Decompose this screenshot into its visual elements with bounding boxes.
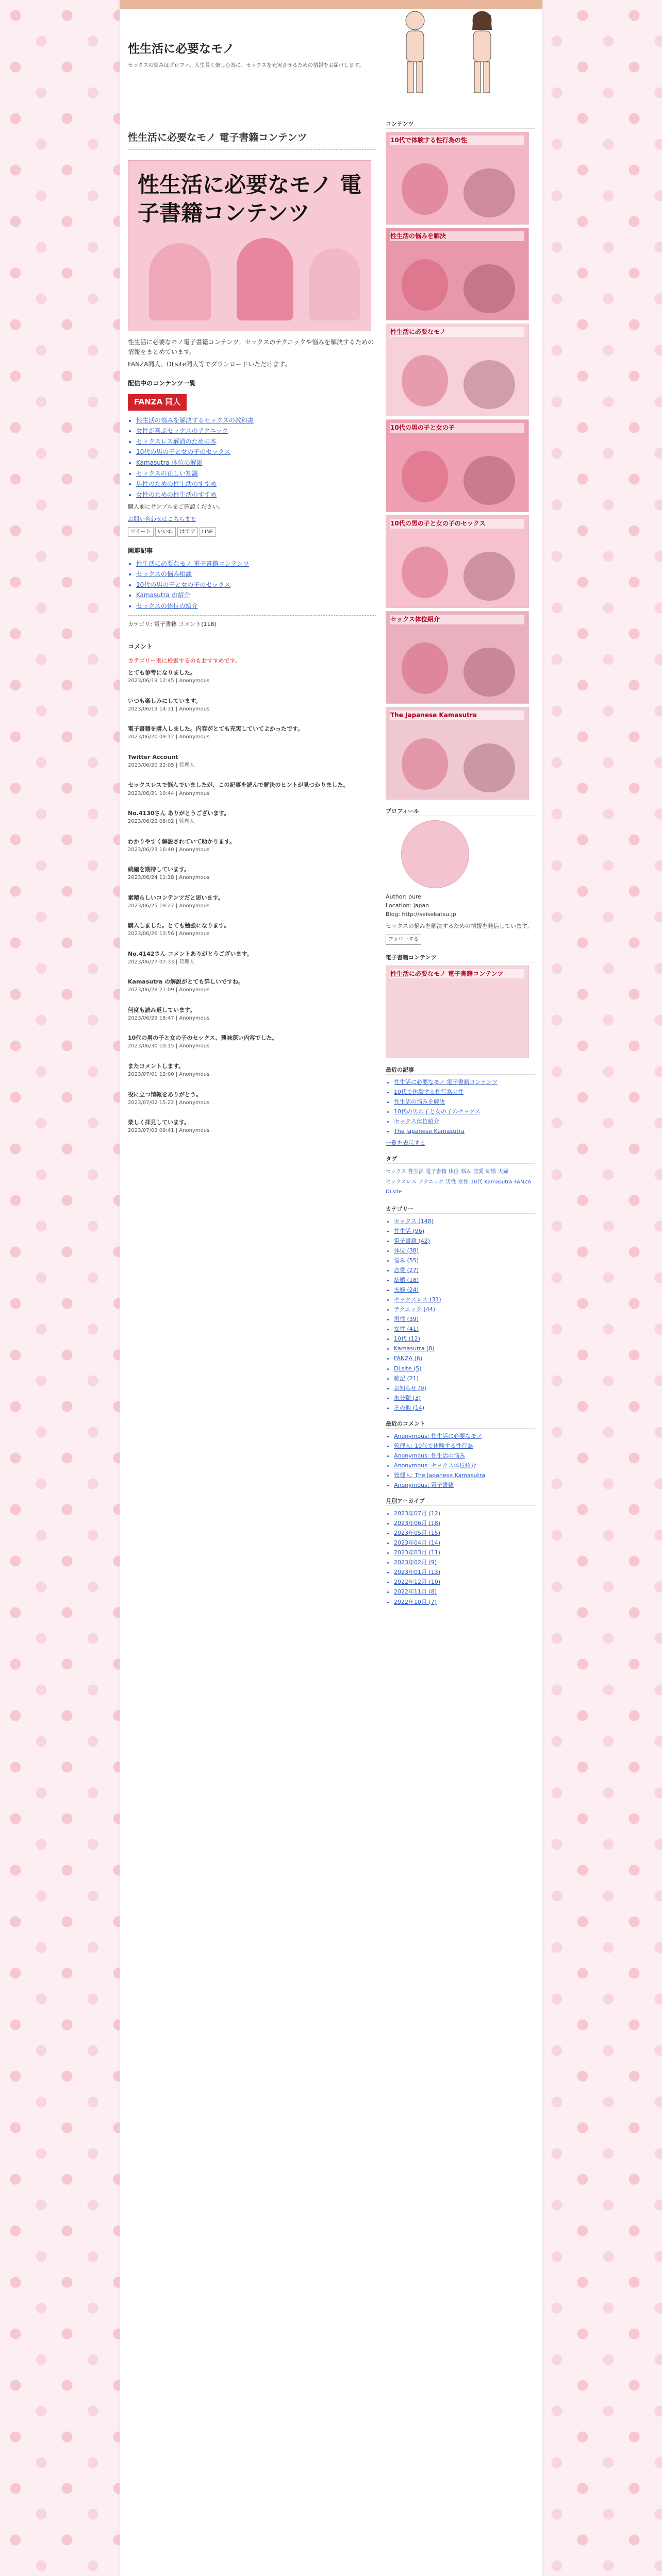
category-link[interactable]: • セックス (148)	[394, 1217, 535, 1226]
comment-meta: 2023/07/03 09:41 | Anonymous	[128, 1128, 210, 1134]
recent-link[interactable]: • 10代で体験する性行為の性	[394, 1088, 535, 1096]
archive-link[interactable]: • 2023年03月 (11)	[394, 1548, 535, 1557]
tag-link[interactable]: セックスレス	[386, 1179, 417, 1185]
comment-text: とても参考になりました。	[128, 669, 196, 676]
category-link[interactable]: • 未分類 (3)	[394, 1394, 535, 1402]
comment-meta: 2023/06/20 22:05 | 管理人	[128, 762, 195, 768]
catalog-item[interactable]: • Kamasutra 体位の解説	[136, 458, 376, 468]
category-link[interactable]: • 恋愛 (27)	[394, 1266, 535, 1275]
fanza-banner[interactable]	[128, 394, 187, 410]
comment-text: 楽しく拝見しています。	[128, 1119, 190, 1126]
catalog-item[interactable]: • 性生活の悩みを解決するセックスの教科書	[136, 416, 376, 426]
recent-comment-link[interactable]: • Anonymous: 性生活の悩み	[394, 1451, 535, 1460]
thumb-illustration	[464, 360, 515, 409]
comment-text: 役に立つ情報をありがとう。	[128, 1091, 202, 1098]
category-link[interactable]: • お知らせ (9)	[394, 1384, 535, 1393]
comment-list	[128, 668, 376, 1134]
comment-text: 購入しました。とても勉強になります。	[128, 922, 230, 929]
archive-link[interactable]: • 2023年04月 (14)	[394, 1538, 535, 1547]
comment-meta: 2023/06/27 07:33 | 管理人	[128, 959, 195, 965]
profile-line: Author: pure	[386, 893, 422, 901]
entry-paragraph: FANZA同人、DLsite同人等でダウンロードいただけます。	[128, 361, 291, 368]
related-link[interactable]: • 10代の男の子と女の子のセックス	[136, 580, 376, 590]
archive-link[interactable]: • 2022年10月 (7)	[394, 1598, 535, 1606]
comment-item	[128, 1062, 376, 1079]
follow-button[interactable]: フォローする	[386, 935, 421, 945]
comment-item	[128, 950, 376, 967]
catalog-item[interactable]: • セックスの正しい知識	[136, 469, 376, 479]
related-link[interactable]: • セックスの悩み相談	[136, 569, 376, 579]
category-link[interactable]: • テクニック (44)	[394, 1305, 535, 1314]
top-bar	[120, 0, 542, 9]
thumb-illustration	[402, 259, 448, 311]
comment-text: わかりやすく解説されていて助かります。	[128, 838, 236, 845]
comment-item	[128, 977, 376, 994]
hero-illustration	[309, 248, 360, 320]
comment-meta: 2023/06/21 10:44 | Anonymous	[128, 790, 210, 796]
comment-text: またコメントします。	[128, 1062, 185, 1070]
category-link[interactable]: • 女性 (41)	[394, 1325, 535, 1333]
related-list	[128, 559, 376, 611]
comment-text: Kamasutra の解説がとても詳しいですね。	[128, 978, 244, 986]
comment-meta: 2023/06/24 11:18 | Anonymous	[128, 875, 210, 881]
comment-item	[128, 781, 376, 798]
thumb-illustration	[402, 163, 448, 215]
hero-text: 性生活に必要なモノ 電子書籍コンテンツ	[138, 172, 362, 226]
ebook-heading: 電子書籍コンテンツ	[386, 953, 535, 962]
content-thumbnail[interactable]	[386, 611, 529, 704]
character-illustration	[463, 9, 501, 97]
related-link[interactable]: • Kamasutra の紹介	[136, 590, 376, 600]
share-button[interactable]: ツイート	[128, 527, 154, 537]
thumb-illustration	[402, 451, 448, 502]
recent-comments-heading: 最近のコメント	[386, 1419, 535, 1429]
recent-link[interactable]: • The Japanese Kamasutra	[394, 1127, 535, 1136]
category-link[interactable]: • 夫婦 (24)	[394, 1285, 535, 1294]
tag-link[interactable]: 男性	[445, 1179, 456, 1185]
comment-text: 電子書籍を購入しました。内容がとても充実していてよかったです。	[128, 725, 304, 733]
recent-comment-link[interactable]: • Anonymous: セックス体位紹介	[394, 1461, 535, 1470]
archive-list	[386, 1509, 535, 1606]
comment-text: いつも楽しみにしています。	[128, 697, 202, 704]
recent-link[interactable]: • 性生活に必要なモノ 電子書籍コンテンツ	[394, 1078, 535, 1087]
comment-item	[128, 1118, 376, 1135]
fanza-sub: 同人	[165, 397, 181, 407]
comment-item	[128, 724, 376, 741]
comment-item	[128, 809, 376, 826]
archive-link[interactable]: • 2023年07月 (12)	[394, 1509, 535, 1518]
recent-list	[386, 1078, 535, 1136]
tag-link[interactable]: 電子書籍	[425, 1169, 446, 1175]
profile-heading: プロフィール	[386, 807, 535, 816]
recent-link[interactable]: • 10代の男の子と女の子のセックス	[394, 1107, 535, 1116]
comment-meta: 2023/07/02 15:22 | Anonymous	[128, 1099, 210, 1106]
comment-meta: 2023/07/01 12:00 | Anonymous	[128, 1072, 210, 1077]
content-thumbnail[interactable]	[386, 707, 529, 800]
catalog-list	[128, 416, 376, 500]
profile-text: セックスの悩みを解決するための情報を発信しています。	[386, 923, 533, 930]
site-description: セックスの悩みはプロフィ。人生長く楽しむ為に、セックスを充実させるための情報をお届けします。	[128, 62, 365, 69]
entry-title[interactable]: 性生活に必要なモノ 電子書籍コンテンツ	[128, 131, 307, 143]
category-link[interactable]: • 体位 (38)	[394, 1246, 535, 1255]
catalog-item[interactable]: • セックスレス解消のための本	[136, 437, 376, 447]
hero-image[interactable]	[128, 160, 371, 331]
archive-link[interactable]: • 2023年01月 (13)	[394, 1568, 535, 1577]
recent-comment-link[interactable]: • 管理人: The Japanese Kamasutra	[394, 1471, 535, 1480]
archive-link[interactable]: • 2023年05月 (15)	[394, 1529, 535, 1537]
category-list	[386, 1217, 535, 1412]
tag-link[interactable]: 夫婦	[498, 1169, 508, 1175]
archive-heading: 月別アーカイブ	[386, 1497, 535, 1506]
catalog-heading: 配信中のコンテンツ一覧	[128, 379, 196, 387]
recent-heading: 最近の記事	[386, 1065, 535, 1075]
related-link[interactable]: • セックスの体位の紹介	[136, 601, 376, 611]
catalog-item[interactable]: • 女性が喜ぶセックスのテクニック	[136, 426, 376, 436]
tag-link[interactable]: 性生活	[408, 1169, 424, 1175]
comment-text: 10代の男の子と女の子のセックス、興味深い内容でした。	[128, 1035, 278, 1042]
thumb-caption: セックス体位紹介	[390, 615, 524, 624]
comment-item	[128, 1090, 376, 1107]
comment-text: 続編を期待しています。	[128, 866, 190, 873]
thumb-illustration	[464, 456, 515, 505]
recent-comments-list	[386, 1432, 535, 1489]
profile-info	[386, 892, 535, 919]
category-link[interactable]: • 男性 (39)	[394, 1315, 535, 1324]
comment-meta: 2023/06/30 10:15 | Anonymous	[128, 1043, 210, 1049]
recent-comment-link[interactable]: • Anonymous: 電子書籍	[394, 1481, 535, 1489]
share-button[interactable]: LINE	[200, 527, 216, 537]
comment-meta: 2023/06/25 19:27 | Anonymous	[128, 903, 210, 909]
thumb-caption: 10代の男の子と女の子のセックス	[390, 519, 524, 529]
avatar	[401, 820, 469, 888]
content-thumbnail[interactable]	[386, 228, 529, 320]
comment-meta: 2023/06/19 12:45 | Anonymous	[128, 678, 210, 684]
note-text: 購入前にサンプルをご確認ください。	[128, 503, 224, 511]
comment-item	[128, 753, 376, 770]
comment-text: No.4130さん ありがとうございます。	[128, 810, 230, 817]
comment-meta: 2023/06/22 08:02 | 管理人	[128, 819, 195, 825]
entry-meta: カテゴリ: 電子書籍 コメント(118)	[128, 620, 217, 628]
category-link[interactable]: • その他 (14)	[394, 1403, 535, 1412]
thumb-caption: 性生活に必要なモノ	[390, 327, 524, 337]
comment-meta: 2023/06/20 09:12 | Anonymous	[128, 734, 210, 740]
divider	[128, 615, 376, 616]
comments-heading: コメント	[128, 642, 153, 650]
thumb-caption: 性生活の悩みを解決	[390, 231, 524, 241]
divider	[128, 149, 376, 150]
content-thumbnail[interactable]	[386, 132, 529, 225]
category-link[interactable]: • 10代 (12)	[394, 1334, 535, 1343]
catalog-item[interactable]: • 女性のための性生活のすすめ	[136, 490, 376, 500]
recent-link[interactable]: • 性生活の悩みを解決	[394, 1097, 535, 1106]
content-thumbnail[interactable]	[386, 419, 529, 512]
comment-meta: 2023/06/23 16:40 | Anonymous	[128, 846, 210, 853]
sidebar	[386, 9, 535, 1608]
hero-illustration	[237, 238, 293, 320]
archive-link[interactable]: • 2023年06月 (18)	[394, 1519, 535, 1528]
character-illustration	[396, 9, 434, 97]
comment-text: セックスレスで悩んでいましたが、この記事を読んで解決のヒントが見つかりました。	[128, 782, 349, 789]
archive-link[interactable]: • 2022年11月 (8)	[394, 1587, 535, 1596]
comment-text: 何度も読み返しています。	[128, 1006, 196, 1013]
recent-comment-link[interactable]: • 管理人: 10代で体験する性行為	[394, 1442, 535, 1450]
catalog-item[interactable]: • 10代の男の子と女の子のセックス	[136, 447, 376, 457]
site-title[interactable]: 性生活に必要なモノ	[128, 42, 235, 56]
comment-item	[128, 837, 376, 854]
entry-paragraph: 性生活に必要なモノ電子書籍コンテンツ。セックスのテクニックや悩みを解決するための情報をまとめています。	[128, 338, 374, 355]
category-heading: カテゴリー	[386, 1205, 535, 1214]
comment-meta: 2023/06/29 18:47 | Anonymous	[128, 1015, 210, 1021]
tag-link[interactable]: 結婚	[485, 1169, 496, 1175]
profile-line: Location: japan	[386, 902, 429, 909]
category-link[interactable]: • セックスレス (31)	[394, 1295, 535, 1304]
comment-text: Twitter Account	[128, 753, 178, 760]
related-link[interactable]: • 性生活に必要なモノ 電子書籍コンテンツ	[136, 559, 376, 569]
tag-link[interactable]: Kamasutra	[484, 1179, 512, 1185]
comment-meta: 2023/06/19 14:31 | Anonymous	[128, 706, 210, 712]
share-button[interactable]: いいね	[155, 527, 176, 537]
share-buttons	[128, 527, 376, 537]
category-link[interactable]: • 雑記 (21)	[394, 1374, 535, 1383]
category-link[interactable]: • Kamasutra (8)	[394, 1344, 535, 1353]
category-link[interactable]: • FANZA (6)	[394, 1354, 535, 1363]
thumb-illustration	[464, 552, 515, 601]
archive-link[interactable]: • 2022年12月 (10)	[394, 1578, 535, 1586]
comment-text: No.4142さん コメントありがとうございます。	[128, 950, 253, 957]
thumb-illustration	[464, 168, 515, 217]
hero-illustration	[149, 243, 211, 320]
contact-link[interactable]: お問い合わせはこちらまで	[128, 515, 196, 522]
tag-link[interactable]: FANZA	[514, 1179, 532, 1185]
thumb-illustration	[402, 355, 448, 406]
comments-highlight: カテゴリー別に検索するのもおすすめです。	[128, 657, 241, 665]
recent-link[interactable]: • セックス体位紹介	[394, 1117, 535, 1126]
comment-item	[128, 668, 376, 685]
content-thumbnail[interactable]	[386, 324, 529, 416]
profile-line: Blog: http://seisekatsu.jp	[386, 911, 456, 918]
comment-item	[128, 921, 376, 938]
more-link[interactable]: 一覧を表示する	[386, 1140, 425, 1147]
content-thumbnail[interactable]	[386, 515, 529, 608]
related-heading: 関連記事	[128, 547, 153, 555]
category-link[interactable]: • 悩み (55)	[394, 1256, 535, 1265]
comment-item	[128, 893, 376, 910]
thumb-illustration	[402, 547, 448, 598]
thumb-illustration	[402, 738, 448, 790]
category-link[interactable]: • DLsite (5)	[394, 1364, 535, 1373]
contents-heading: コンテンツ	[386, 120, 535, 129]
tag-link[interactable]: 10代	[470, 1179, 483, 1185]
tag-link[interactable]: 女性	[458, 1179, 469, 1185]
comment-item	[128, 1006, 376, 1023]
catalog-item[interactable]: • 男性のための性生活のすすめ	[136, 479, 376, 489]
share-button[interactable]: はてブ	[177, 527, 198, 537]
ebook-title: 性生活に必要なモノ 電子書籍コンテンツ	[390, 969, 524, 979]
tag-link[interactable]: DLsite	[386, 1189, 402, 1195]
comment-item	[128, 865, 376, 882]
tag-link[interactable]: テクニック	[418, 1179, 444, 1185]
tags-heading: タグ	[386, 1155, 535, 1164]
comment-meta: 2023/06/26 13:56 | Anonymous	[128, 931, 210, 937]
thumb-illustration	[464, 743, 515, 792]
category-link[interactable]: • 性生活 (96)	[394, 1227, 535, 1235]
tag-link[interactable]: 悩み	[460, 1169, 471, 1175]
tag-link[interactable]: セックス	[386, 1169, 406, 1175]
category-link[interactable]: • 電子書籍 (42)	[394, 1236, 535, 1245]
thumb-illustration	[464, 264, 515, 313]
comment-item	[128, 697, 376, 714]
main-column	[128, 9, 376, 1146]
tag-link[interactable]: 体位	[448, 1169, 459, 1175]
thumb-caption: 10代の男の子と女の子	[390, 423, 524, 433]
ebook-banner[interactable]	[386, 965, 529, 1058]
thumb-caption: 10代で体験する性行為の性	[390, 135, 524, 145]
comment-meta: 2023/06/28 21:09 | Anonymous	[128, 987, 210, 993]
category-link[interactable]: • 結婚 (18)	[394, 1276, 535, 1284]
comment-item	[128, 1033, 376, 1050]
tag-link[interactable]: 恋愛	[473, 1169, 484, 1175]
thumb-illustration	[402, 642, 448, 694]
comment-text: 素晴らしいコンテンツだと思います。	[128, 894, 224, 901]
tag-cloud	[386, 1167, 535, 1197]
contents-thumbs	[386, 132, 535, 800]
fanza-label: FANZA	[134, 397, 163, 407]
recent-comment-link[interactable]: • Anonymous: 性生活に必要なモノ	[394, 1432, 535, 1440]
archive-link[interactable]: • 2023年02月 (9)	[394, 1558, 535, 1567]
page-container	[120, 0, 542, 2576]
thumb-caption: The Japanese Kamasutra	[390, 710, 524, 720]
thumb-illustration	[464, 648, 515, 697]
